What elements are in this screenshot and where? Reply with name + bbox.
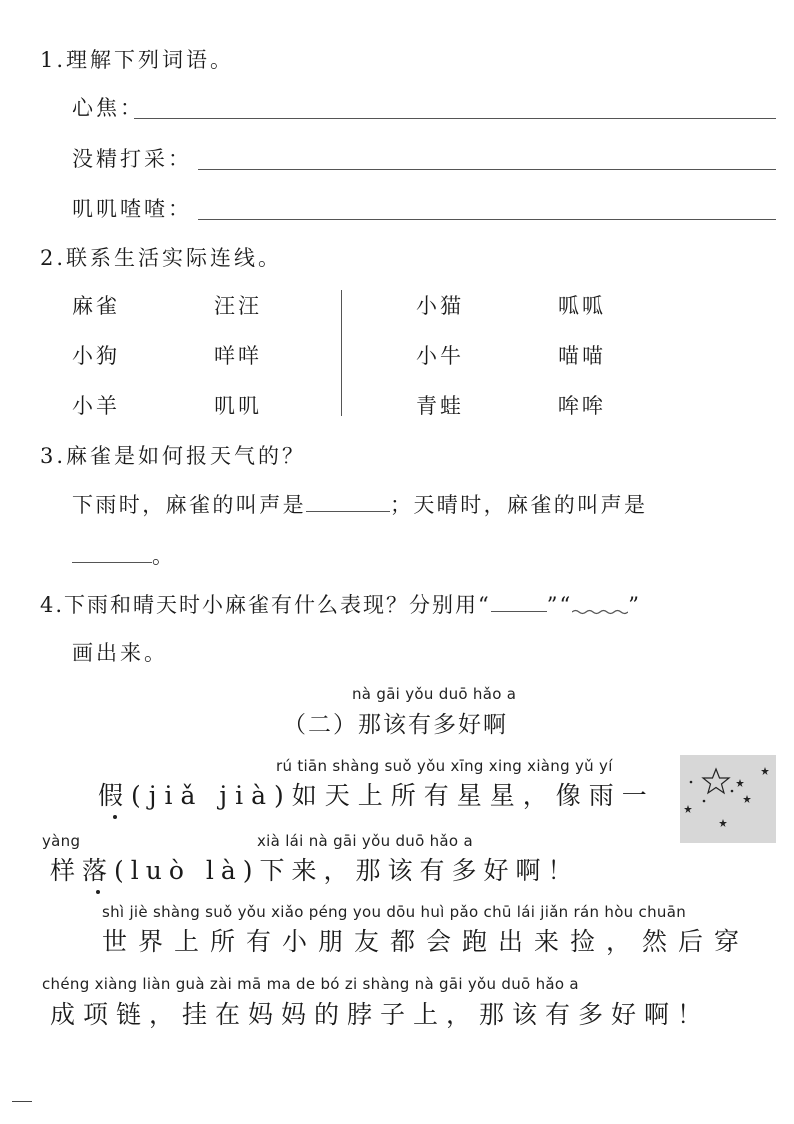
q1-word-3: 叽叽喳喳： — [72, 197, 192, 221]
poem-char-luo: 落 — [82, 856, 115, 885]
straight-line-sample — [491, 591, 547, 612]
left-animal[interactable]: 小羊 — [72, 394, 120, 418]
q4-text-a: 4.下雨和晴天时小麻雀有什么表现？分别用“ — [40, 593, 491, 617]
q4-line-1 — [40, 589, 641, 619]
q3-rain-text: 下雨时，麻雀的叫声是 — [72, 493, 306, 517]
column-divider — [341, 290, 342, 416]
q4-text-c: ” — [628, 593, 642, 617]
poem-char-jia: 假 — [98, 781, 132, 810]
q3-sunny-blank[interactable] — [72, 542, 152, 563]
stars-icon — [680, 755, 776, 843]
left-animal[interactable]: 麻雀 — [72, 294, 120, 318]
q1-word-2: 没精打采： — [72, 147, 192, 171]
q3-line-2 — [72, 540, 176, 570]
q1-title: 1.理解下列词语。 — [40, 48, 235, 72]
q3-title: 3.麻雀是如何报天气的？ — [40, 444, 307, 468]
poem-title-pinyin: nà gāi yǒu duō hǎo a — [352, 685, 517, 703]
q1-answer-line-2[interactable] — [198, 169, 776, 170]
right-animal[interactable]: 小牛 — [416, 344, 464, 368]
poem-char-yang: 样 — [50, 856, 83, 885]
right-sound[interactable]: 哞哞 — [558, 394, 606, 418]
q3-sunny-text: ；天晴时，麻雀的叫声是 — [390, 493, 648, 517]
q1-answer-line-1[interactable] — [134, 118, 776, 119]
wavy-line-sample — [572, 592, 628, 612]
right-sound[interactable]: 喵喵 — [558, 344, 606, 368]
poem-title: （二）那该有多好啊 — [283, 712, 508, 738]
poem-line-4-pinyin: chéng xiàng liàn guà zài mā ma de bó zi shàng nà gāi yǒu duō hǎo a — [42, 975, 579, 993]
q1-answer-line-3[interactable] — [198, 219, 776, 220]
poem-line-4: 成项链，挂在妈妈的脖子上，那该有多好啊！ — [50, 1000, 711, 1029]
poem-line-2-pinyin-a: yàng — [42, 832, 81, 850]
right-animal[interactable]: 小猫 — [416, 294, 464, 318]
q2-title: 2.联系生活实际连线。 — [40, 246, 283, 270]
poem-line-1 — [98, 776, 655, 812]
q4-text-b: ”“ — [546, 593, 573, 617]
star-picture — [680, 755, 776, 843]
poem-line-2 — [50, 851, 580, 887]
q4-line-2: 画出来。 — [72, 641, 168, 665]
q3-line-1 — [72, 489, 647, 519]
left-animal[interactable]: 小狗 — [72, 344, 120, 368]
right-animal[interactable]: 青蛙 — [416, 394, 464, 418]
poem-line-2-pinyin-b: xià lái nà gāi yǒu duō hǎo a — [257, 832, 473, 850]
left-sound[interactable]: 叽叽 — [214, 394, 262, 418]
q3-period: 。 — [152, 544, 176, 568]
right-sound[interactable]: 呱呱 — [558, 294, 606, 318]
q1-word-1: 心焦： — [72, 96, 144, 120]
poem-line-3-pinyin: shì jiè shàng suǒ yǒu xiǎo péng you dōu huì pǎo chū lái jiǎn rán hòu chuān — [102, 903, 687, 921]
poem-line-3: 世界上所有小朋友都会跑出来捡，然后穿 — [102, 927, 751, 956]
corner-mark — [12, 1101, 32, 1102]
poem-line-1-rest: (jiǎ jià)如天上所有星星，像雨一 — [131, 781, 655, 810]
poem-line-2-rest: (luò là)下来，那该有多好啊！ — [114, 856, 580, 885]
left-sound[interactable]: 咩咩 — [214, 344, 262, 368]
left-sound[interactable]: 汪汪 — [214, 294, 262, 318]
q3-rain-blank[interactable] — [306, 491, 390, 512]
poem-line-1-pinyin: rú tiān shàng suǒ yǒu xīng xing xiàng yǔ yí — [276, 757, 613, 775]
